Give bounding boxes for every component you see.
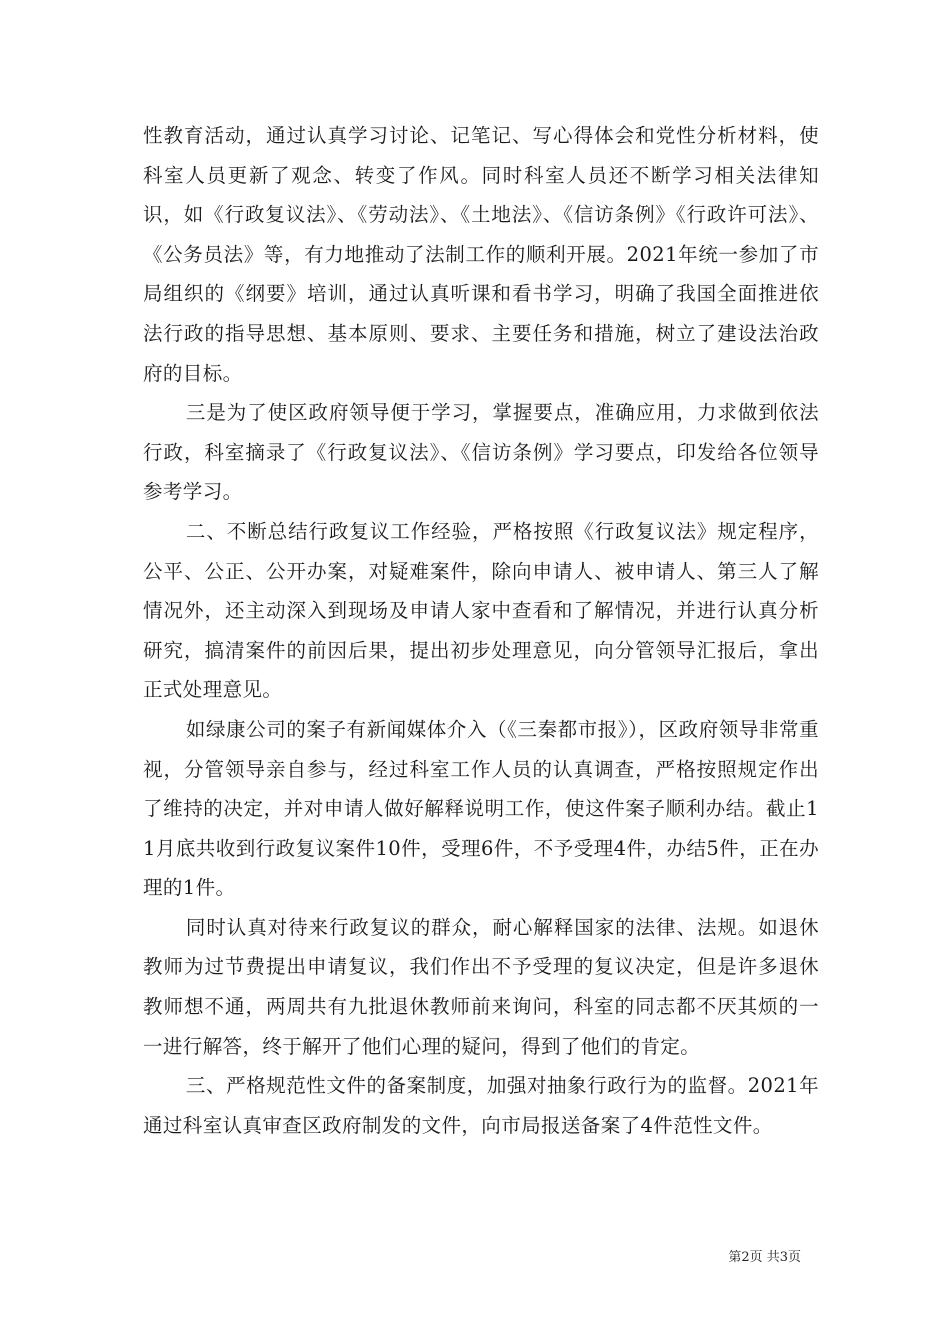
paragraph-3: 二、不断总结行政复议工作经验，严格按照《行政复议法》规定程序，公平、公正、公开办案，对疑难案件，除向申请人、被申请人、第三人了解情况外，还主动深入到现场及申请人家中查看和了解情况，并进行认真分析研究，搞清案件的前因后果，提出初步处理意见，向分管领导汇报后，拿出正式处理意见。 — [143, 519, 819, 702]
paragraph-5: 同时认真对待来行政复议的群众，耐心解释国家的法律、法规。如退休教师为过节费提出申请复议，我们作出不予受理的复议决定，但是许多退休教师想不通，两周共有九批退休教师前来询问，科室的同志都不厌其烦的一一进行解答，终于解开了他们心理的疑问，得到了他们的肯定。 — [143, 915, 819, 1058]
paragraph-4: 如绿康公司的案子有新闻媒体介入（《三秦都市报》），区政府领导非常重视，分管领导亲自参与，经过科室工作人员的认真调查，严格按照规定作出了维持的决定，并对申请人做好解释说明工作，使这件案子顺利办结。截止11月底共收到行政复议案件10件，受理6件，不予受理4件，办结5件，正在办理的1件。 — [143, 717, 819, 900]
document-body — [143, 116, 819, 1145]
paragraph-2: 三是为了使区政府领导便于学习，掌握要点，准确应用，力求做到依法行政，科室摘录了《行政复议法》、《信访条例》学习要点，印发给各位领导参考学习。 — [143, 401, 819, 504]
page-number-footer: 第2页 共3页 — [728, 1250, 801, 1265]
paragraph-1: 性教育活动，通过认真学习讨论、记笔记、写心得体会和党性分析材料，使科室人员更新了观念、转变了作风。同时科室人员还不断学习相关法律知识，如《行政复议法》、《劳动法》、《土地法》、《信访条例》《行政许可法》、《公务员法》等，有力地推动了法制工作的顺利开展。2021年统一参加了市局组织的《纲要》培训，通过认真听课和看书学习，明确了我国全面推进依法行政的指导思想、基本原则、要求、主要任务和措施，树立了建设法治政府的目标。 — [143, 124, 819, 385]
paragraph-6: 三、严格规范性文件的备案制度，加强对抽象行政行为的监督。2021年通过科室认真审查区政府制发的文件，向市局报送备案了4件范性文件。 — [143, 1074, 819, 1137]
